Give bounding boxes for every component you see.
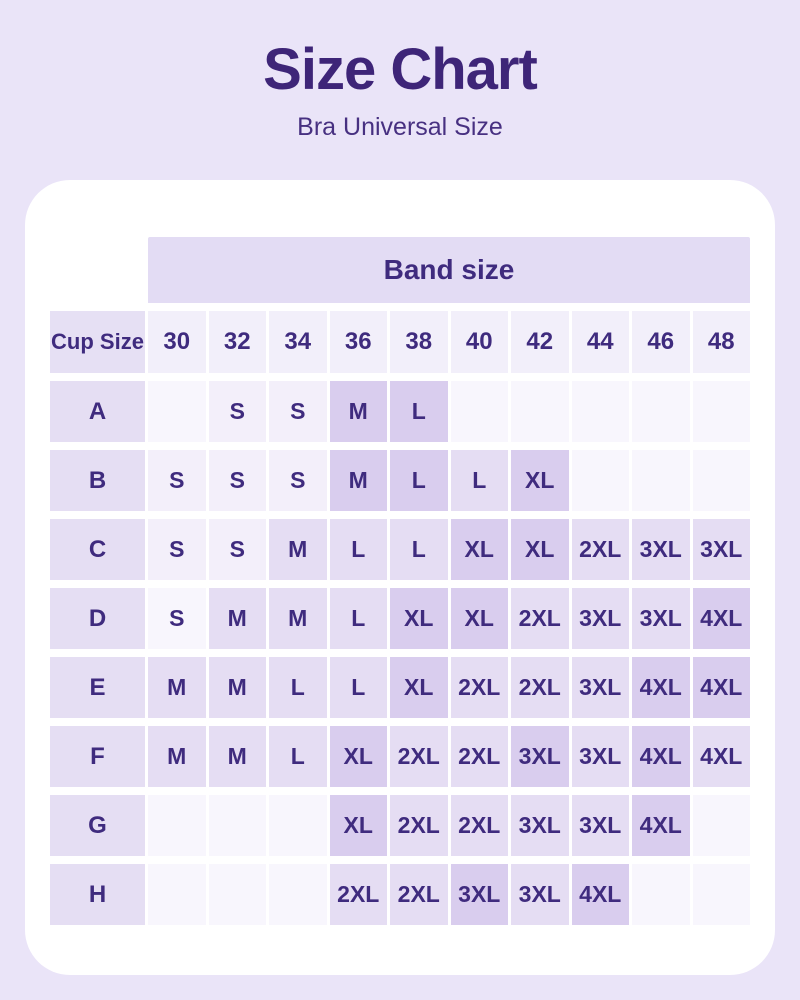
- size-cell: 2XL: [451, 657, 509, 718]
- band-size-column-header: 30: [148, 311, 206, 373]
- size-cell: XL: [451, 519, 509, 580]
- size-cell: M: [330, 450, 388, 511]
- size-cell: [632, 864, 690, 925]
- size-cell: [572, 450, 630, 511]
- size-cell: S: [269, 450, 327, 511]
- cup-row-label: D: [50, 588, 145, 649]
- size-cell: [511, 381, 569, 442]
- cup-row-label: H: [50, 864, 145, 925]
- size-cell: S: [148, 450, 206, 511]
- size-cell: 2XL: [511, 588, 569, 649]
- cup-row-label: G: [50, 795, 145, 856]
- band-size-column-header: 36: [330, 311, 388, 373]
- band-size-column-header: 40: [451, 311, 509, 373]
- size-cell: 3XL: [451, 864, 509, 925]
- size-cell: 4XL: [632, 657, 690, 718]
- size-cell: L: [330, 519, 388, 580]
- band-size-column-header: 34: [269, 311, 327, 373]
- cup-row-label: B: [50, 450, 145, 511]
- size-cell: 2XL: [390, 795, 448, 856]
- size-cell: 3XL: [511, 726, 569, 787]
- page-subtitle: Bra Universal Size: [297, 113, 503, 141]
- band-size-header: Band size: [148, 237, 750, 303]
- size-cell: [572, 381, 630, 442]
- size-cell: S: [148, 519, 206, 580]
- size-cell: [632, 381, 690, 442]
- band-size-column-header: 44: [572, 311, 630, 373]
- size-cell: [269, 864, 327, 925]
- size-cell: 3XL: [632, 588, 690, 649]
- size-cell: M: [269, 588, 327, 649]
- size-cell: L: [390, 519, 448, 580]
- page-title: Size Chart: [263, 37, 537, 102]
- cup-row-label: C: [50, 519, 145, 580]
- size-cell: 3XL: [511, 864, 569, 925]
- size-cell: [209, 864, 267, 925]
- page-header: [0, 0, 800, 142]
- size-cell: XL: [330, 795, 388, 856]
- size-cell: 4XL: [572, 864, 630, 925]
- size-cell: [693, 864, 751, 925]
- size-cell: 4XL: [693, 726, 751, 787]
- size-cell: XL: [511, 450, 569, 511]
- size-cell: [451, 381, 509, 442]
- size-cell: 3XL: [572, 795, 630, 856]
- size-cell: S: [148, 588, 206, 649]
- band-size-column-header: 46: [632, 311, 690, 373]
- cup-row-label: A: [50, 381, 145, 442]
- size-cell: 4XL: [632, 726, 690, 787]
- size-cell: S: [269, 381, 327, 442]
- size-cell: [269, 795, 327, 856]
- band-size-column-header: 38: [390, 311, 448, 373]
- band-size-column-header: 32: [209, 311, 267, 373]
- size-cell: [209, 795, 267, 856]
- size-cell: 2XL: [572, 519, 630, 580]
- size-cell: M: [148, 726, 206, 787]
- size-cell: 2XL: [451, 795, 509, 856]
- size-cell: [632, 450, 690, 511]
- size-cell: M: [269, 519, 327, 580]
- size-cell: [148, 381, 206, 442]
- size-cell: [148, 795, 206, 856]
- band-size-column-header: 42: [511, 311, 569, 373]
- size-cell: XL: [390, 657, 448, 718]
- size-cell: 2XL: [511, 657, 569, 718]
- size-cell: S: [209, 519, 267, 580]
- size-cell: L: [269, 726, 327, 787]
- size-cell: 2XL: [390, 726, 448, 787]
- size-cell: 3XL: [511, 795, 569, 856]
- size-cell: M: [209, 588, 267, 649]
- size-cell: 2XL: [330, 864, 388, 925]
- size-cell: 3XL: [572, 657, 630, 718]
- size-cell: 2XL: [451, 726, 509, 787]
- size-cell: M: [330, 381, 388, 442]
- cup-row-label: F: [50, 726, 145, 787]
- size-cell: L: [451, 450, 509, 511]
- size-cell: 3XL: [632, 519, 690, 580]
- size-cell: XL: [390, 588, 448, 649]
- size-cell: S: [209, 381, 267, 442]
- size-cell: 3XL: [572, 588, 630, 649]
- size-cell: S: [209, 450, 267, 511]
- size-chart-card: [25, 180, 775, 975]
- size-cell: [693, 450, 751, 511]
- size-cell: M: [209, 726, 267, 787]
- size-cell: L: [390, 381, 448, 442]
- size-cell: L: [269, 657, 327, 718]
- size-cell: 3XL: [572, 726, 630, 787]
- band-size-column-header: 48: [693, 311, 751, 373]
- size-cell: L: [330, 657, 388, 718]
- cup-row-label: E: [50, 657, 145, 718]
- size-cell: L: [330, 588, 388, 649]
- size-cell: 4XL: [693, 588, 751, 649]
- size-cell: XL: [451, 588, 509, 649]
- table-corner-spacer: [50, 237, 145, 303]
- size-table: [50, 237, 750, 925]
- size-cell: 3XL: [693, 519, 751, 580]
- size-cell: XL: [330, 726, 388, 787]
- size-cell: 4XL: [693, 657, 751, 718]
- cup-size-header: Cup Size: [50, 311, 145, 373]
- size-cell: M: [209, 657, 267, 718]
- size-cell: 4XL: [632, 795, 690, 856]
- size-cell: [148, 864, 206, 925]
- size-cell: M: [148, 657, 206, 718]
- size-cell: XL: [511, 519, 569, 580]
- size-cell: L: [390, 450, 448, 511]
- size-cell: [693, 381, 751, 442]
- size-cell: [693, 795, 751, 856]
- size-cell: 2XL: [390, 864, 448, 925]
